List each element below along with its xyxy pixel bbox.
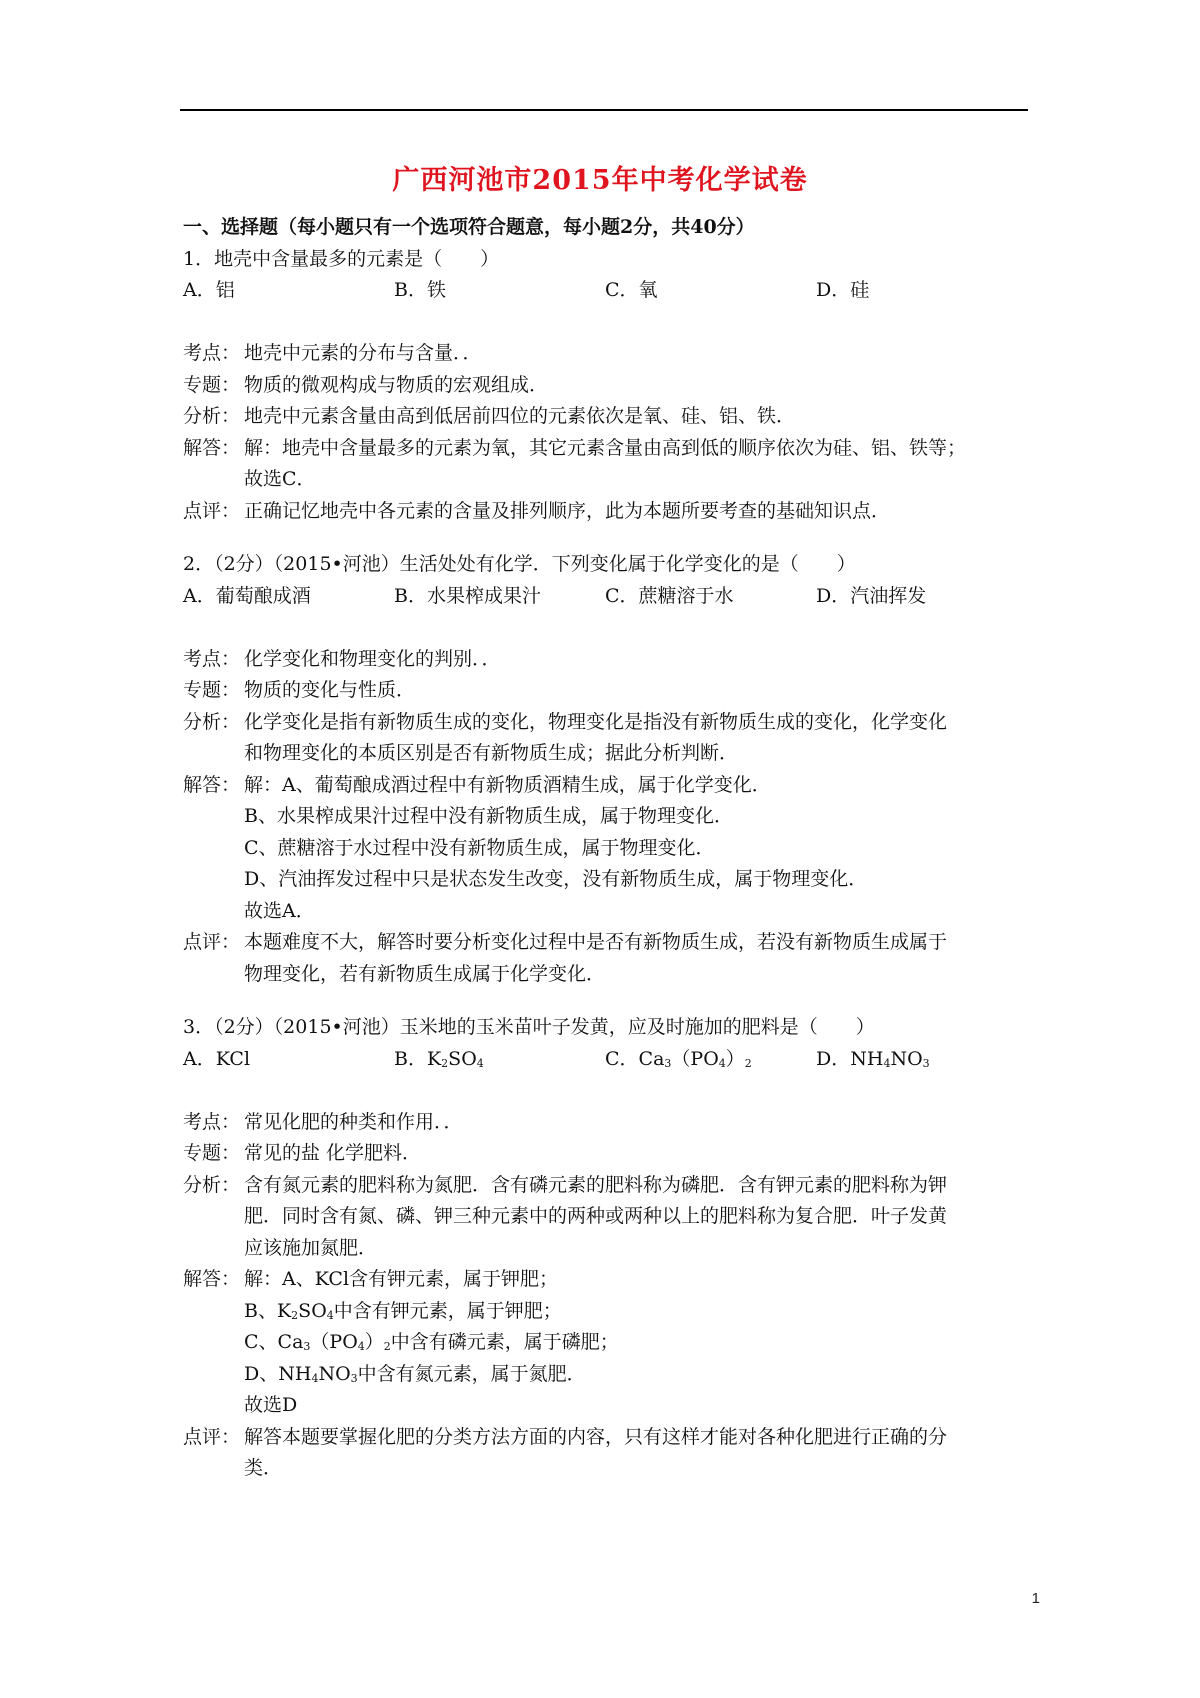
fenxi-label: 分析： [183,405,241,427]
q2-jieda-line: 解：A、葡萄酿成酒过程中有新物质酒精生成，属于化学变化． [244,773,771,796]
section-heading: 一、选择题（每小题只有一个选项符合题意，每小题2分，共40分） [183,216,755,238]
kaodian-label: 考点： [183,1110,241,1133]
q1-kaodian [183,338,1028,370]
page-title: 广西河池市2015年中考化学试卷 [392,165,808,196]
q1-jieda-line: 故选C． [244,468,316,490]
q1-jieda-line: 解：地壳中含量最多的元素为氧，其它元素含量由高到低的顺序依次为硅、铝、铁等； [244,436,967,459]
q3-jieda-line: D、$NH_4NO_3$中含有氮元素，属于氮肥． [244,1362,586,1385]
q2-kaodian-text: 化学变化和物理变化的判别．． [244,647,501,670]
zhuanti-label: 专题： [183,679,241,701]
q2-options [183,581,1028,613]
q1-fenxi-line: 地壳中元素含量由高到低居前四位的元素依次是氧、硅、铝、铁． [244,405,796,427]
dianping-label: 点评： [183,1425,241,1448]
q2-fenxi-line: 和物理变化的本质区别是否有新物质生成；据此分析判断． [244,742,739,764]
zhuanti-label: 专题： [183,373,241,396]
q3-jieda-line: C、$Ca_3(PO_4)_2$中含有磷元素，属于磷肥； [244,1331,619,1353]
q2-option-b: B．水果榨成果汁 [394,584,541,607]
q1-options [183,275,1028,307]
q3-kaodian-text: 常见化肥的种类和作用．． [244,1110,463,1133]
zhuanti-label: 专题： [183,1142,241,1164]
q3-zhuanti [183,1138,1028,1170]
q3-options [183,1044,1028,1076]
q1-zhuanti-text: 物质的微观构成与物质的宏观组成． [244,373,549,396]
q3-jieda-line: 解：A、KCl含有钾元素，属于钾肥； [244,1268,559,1290]
q1-option-b: B．铁 [394,279,446,301]
q3-jieda-line: B、$K_2SO_4$中含有钾元素，属于钾肥； [244,1299,562,1322]
q3-fenxi [183,1170,1028,1265]
header-rule [180,109,1028,111]
page-number: 1 [1031,1590,1040,1607]
q3-jieda [183,1264,1028,1422]
q3-option-b: B．$K_2SO_4$ [394,1047,484,1070]
q1-stem: 1．地壳中含量最多的元素是（ ） [183,247,500,270]
q3-fenxi-line: 应该施加氮肥． [244,1236,378,1259]
q2-fenxi-line: 化学变化是指有新物质生成的变化，物理变化是指没有新物质生成的变化，化学变化 [244,710,948,733]
q2-jieda [183,770,1028,928]
q1-dianping [183,496,1028,528]
q2-zhuanti-text: 物质的变化与性质． [244,679,416,701]
jieda-label: 解答： [183,436,241,459]
q2-stem: 2．（2分）（2015•河池）生活处处有化学．下列变化属于化学变化的是（ ） [183,553,856,575]
q1-dianping-line: 正确记忆地壳中各元素的含量及排列顺序，此为本题所要考查的基础知识点． [244,499,891,522]
dianping-label: 点评： [183,931,241,953]
q3-zhuanti-text: 常见的盐 化学肥料． [244,1142,422,1164]
q2-option-d: D．汽油挥发 [816,584,927,607]
jieda-label: 解答： [183,773,241,796]
q2-dianping-line: 本题难度不大，解答时要分析变化过程中是否有新物质生成，若没有新物质生成属于 [244,931,948,953]
q2-option-c: C．蔗糖溶于水 [605,584,734,607]
q3-kaodian [183,1107,1028,1139]
q1-option-c: C．氧 [605,279,658,301]
q1-option-d: D．硅 [816,279,870,301]
q1-zhuanti [183,370,1028,402]
q3-dianping-line: 解答本题要掌握化肥的分类方法方面的内容，只有这样才能对各种化肥进行正确的分 [244,1425,948,1448]
q2-fenxi [183,707,1028,770]
kaodian-label: 考点： [183,342,241,364]
fenxi-label: 分析： [183,1173,241,1196]
q1-fenxi [183,401,1028,433]
q2-zhuanti [183,675,1028,707]
q3-dianping-line: 类． [244,1457,283,1479]
q2-jieda-line: C、蔗糖溶于水过程中没有新物质生成，属于物理变化． [244,836,715,859]
q3-dianping [183,1422,1028,1485]
fenxi-label: 分析： [183,710,241,733]
jieda-label: 解答： [183,1268,241,1290]
exam-content [183,212,1028,1485]
q2-kaodian [183,644,1028,676]
q2-jieda-line: D、汽油挥发过程中只是状态发生改变，没有新物质生成，属于物理变化． [244,868,868,890]
q1-kaodian-text: 地壳中元素的分布与含量．． [244,342,482,364]
q2-jieda-line: B、水果榨成果汁过程中没有新物质生成，属于物理变化． [244,805,733,827]
q3-fenxi-line: 肥．同时含有氮、磷、钾三种元素中的两种或两种以上的肥料称为复合肥．叶子发黄 [244,1205,948,1227]
q1-option-a: A．铝 [183,279,235,301]
q2-option-a: A．葡萄酿成酒 [183,584,311,607]
dianping-label: 点评： [183,499,241,522]
q2-dianping-line: 物理变化，若有新物质生成属于化学变化． [244,962,606,985]
q3-stem: 3．（2分）（2015•河池）玉米地的玉米苗叶子发黄，应及时施加的肥料是（ ） [183,1016,875,1038]
q3-option-a: A．KCl [183,1047,251,1070]
q3-fenxi-line: 含有氮元素的肥料称为氮肥．含有磷元素的肥料称为磷肥．含有钾元素的肥料称为钾 [244,1173,948,1196]
q3-option-d: D．$NH_4NO_3$ [816,1047,930,1070]
kaodian-label: 考点： [183,647,241,670]
q3-option-c: C．$Ca_3(PO_4)_2$ [605,1047,752,1070]
q2-dianping [183,927,1028,990]
q1-jieda [183,433,1028,496]
q3-jieda-line: 故选D [244,1394,298,1416]
q2-jieda-line: 故选A． [244,899,315,922]
